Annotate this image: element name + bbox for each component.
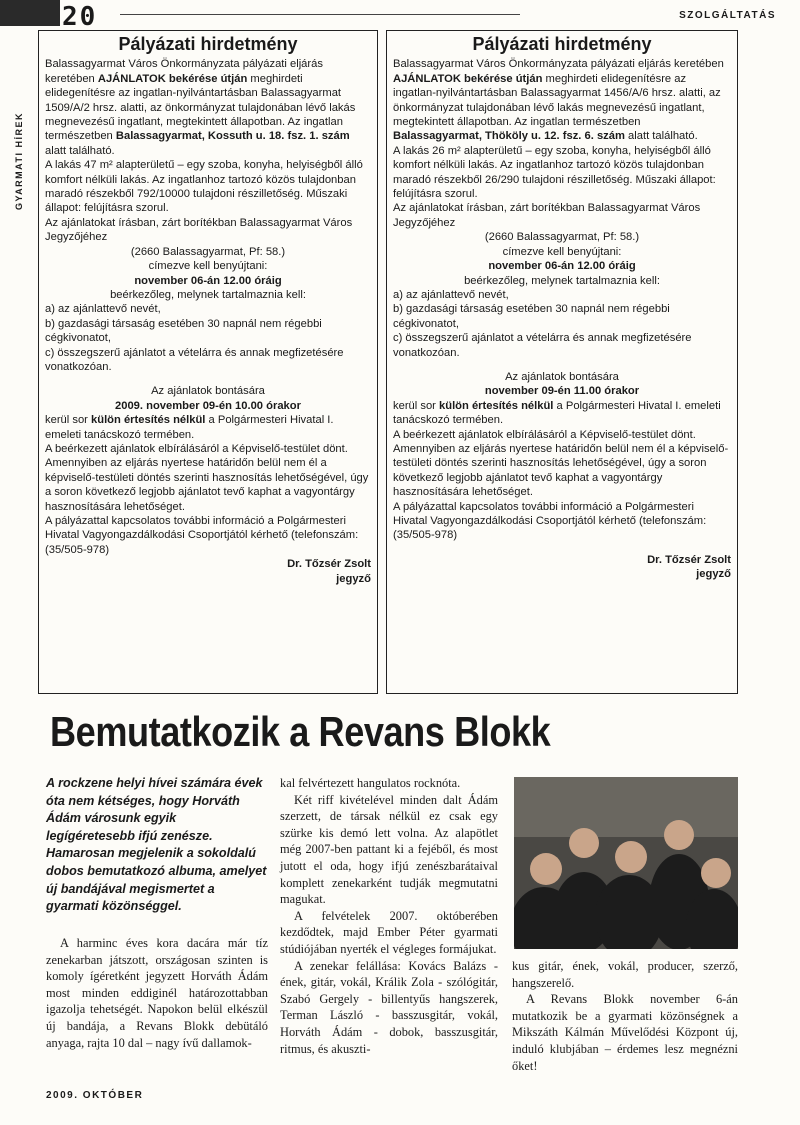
notice-addressed: címezve kell benyújtani:: [148, 260, 268, 273]
header-rule: [120, 14, 520, 15]
notice-venue: kerül sor külön értesítés nélkül a Polgármesteri Hivatal I. emeleti tanácskozó termében.: [45, 414, 334, 441]
notice-opening-date: 2009. november 09-én 10.00 órakor: [115, 399, 301, 412]
notice-req-a: a) az ajánlattevő nevét,: [45, 303, 161, 316]
notice-addressed: címezve kell benyújtani:: [502, 245, 622, 258]
notice-info: A pályázattal kapcsolatos további információ a Polgármesteri Hivatal Vagyongazdálkodási Csoportjától kérhető (telefonszám: (35/505-978): [393, 500, 707, 542]
article-paragraph: kal felvértezett hangulatos rocknóta.: [280, 776, 461, 790]
band-photo-image: [514, 777, 738, 949]
notice-submission: Az ajánlatokat írásban, zárt borítékban Balassagyarmat Város Jegyzőjéhez: [393, 202, 701, 229]
notice-role: jegyző: [696, 568, 731, 581]
notice-address: (2660 Balassagyarmat, Pf: 58.): [130, 245, 286, 258]
notice-content-req: beérkezőleg, melynek tartalmaznia kell:: [110, 288, 306, 301]
section-label: SZOLGÁLTATÁS: [679, 10, 776, 21]
header-bar: [0, 0, 60, 26]
notice-flat-description: A lakás 47 m² alapterületű – egy szoba, konyha, helyiségből álló komfort nélküli lakás. Az ingatlanhoz tartozó közös tulajdonban maradó részekből 792/10000 tulajdoni részilletőség. Műszaki állapot: felújításra szorul.: [45, 159, 363, 215]
notice-box-1: [38, 30, 378, 694]
notice-req-c: c) összegszerű ajánlatot a vételárra és annak megfizetésére vonatkozóan.: [45, 346, 344, 373]
article-paragraph: kus gitár, ének, vokál, producer, szerző, hangszerelő.: [512, 959, 738, 990]
notice-opening: Az ajánlatok bontására: [151, 385, 265, 398]
notice-winner: Amennyiben az eljárás nyertese határidőn belül nem él a képviselő-testületi döntés szerinti hasznosítás lehetőségével, úgy a soron következő legjobb ajánlatot tevő kaphat a vagyontárgy hasznosítására lehetőséget.: [45, 457, 369, 513]
notice-content-req: beérkezőleg, melynek tartalmaznia kell:: [464, 274, 660, 287]
notice-venue: kerül sor külön értesítés nélkül a Polgármesteri Hivatal I. emeleti tanácskozó termében.: [393, 399, 721, 427]
sidebar-label: GYARMATI HÍREK: [14, 111, 24, 210]
notice-signer: Dr. Tőzsér Zsolt: [647, 553, 731, 566]
notice-opening: Az ajánlatok bontására: [505, 370, 619, 383]
article-lead: A rockzene helyi hívei számára évek óta nem kétséges, hogy Horváth Ádám városunk egyik legígéretesebb ifjú zenésze. Hamarosan megjelenik a sokoldalú dobos bemutatkozó albuma, amelyet új bandájával megismertet a gyarmati közönséggel.: [46, 776, 267, 914]
article-paragraph: A Revans Blokk november 6-án mutatkozik be a gyarmati közönségnek a Mikszáth Kálmán Művelődési Központ új, induló klubjában – érdemes lesz megnézni őket!: [512, 992, 738, 1073]
notice-intro: Balassagyarmat Város Önkormányzata pályázati eljárás keretében AJÁNLATOK bekérése útján meghirdeti elidegenítésre az ingatlan-nyilvántartásban Balassagyarmat 1456/A/6 hrsz. alatti, az önkormányzat tulajdonában lévő lakás megnevezésű ingatlant, megtekintett állapotban. Az ingatlan természetben Balassagyarmat, Thököly u. 12. fsz. 6. szám alatt található.: [393, 58, 724, 143]
footer-date: 2009. OKTÓBER: [46, 1090, 144, 1101]
article-paragraph: A harminc éves kora dacára már tíz zenekarban játszott, országosan szinten is komoly ígéretként jegyzett Horváth Ádám most minden eddiginél határozottabban igazolja tehetségét. Napokon belül elkészül új bandája, a Revans Blokk debütáló anyaga, rajta 10 dal – nagy ívű dallamok-: [46, 936, 268, 1050]
article-column-1: [46, 935, 268, 1051]
notice-req-a: a) az ajánlattevő nevét,: [393, 288, 509, 301]
notice-req-b: b) gazdasági társaság esetében 30 napnál nem régebbi cégkivonatot,: [393, 303, 670, 330]
notice-decision: A beérkezett ajánlatok elbírálásáról a Képviselő-testület dönt.: [45, 442, 348, 455]
notice-deadline: november 06-án 12.00 óráig: [488, 260, 636, 273]
notice-submission: Az ajánlatokat írásban, zárt borítékban Balassagyarmat Város Jegyzőjéhez: [45, 216, 353, 244]
notice-role: jegyző: [336, 572, 371, 585]
notice-box-2: [386, 30, 738, 694]
page-number: 20: [62, 2, 98, 32]
article-column-2: [280, 775, 498, 1057]
article-paragraph: A zenekar felállása: Kovács Balázs - ének, gitár, vokál, Králik Zola - szólógitár, Szabó Gergely - billentyűs hangszerek, Terman László - basszusgitár, vokál, Horváth Ádám - dobok, basszusgitár, ritmus, és akuszti-: [280, 958, 498, 1056]
notice-intro: Balassagyarmat Város Önkormányzata pályázati eljárás keretében AJÁNLATOK bekérése útján meghirdeti elidegenítésre az ingatlan-nyilvántartásban Balassagyarmat 1509/A/2 hrsz. alatti, az önkormányzat tulajdonában lévő lakás megnevezésű ingatlant, megtekintett állapotban. Az ingatlan természetben Balassagyarmat, Kossuth u. 18. fsz. 1. szám alatt található.: [45, 58, 356, 157]
notice-address: (2660 Balassagyarmat, Pf: 58.): [484, 231, 640, 244]
notice-decision: A beérkezett ajánlatok elbírálásáról a Képviselő-testület dönt.: [393, 428, 696, 441]
notice-info: A pályázattal kapcsolatos további információ a Polgármesteri Hivatal Vagyongazdálkodási Csoportjától kérhető (telefonszám: (35/505-978): [45, 515, 359, 556]
article-paragraph: Két riff kivételével minden dalt Ádám szerzett, de társak nélkül ez csak egy szürke kis demó lett volna. Az alapötlet még 2007-ben pattant ki a fejéből, és most jutott el oda, hogy ifjú zenészbarátaival komplett zenekarként tudják megmutatni magukat.: [280, 792, 498, 907]
notice-req-c: c) összegszerű ajánlatot a vételárra és annak megfizetésére vonatkozóan.: [393, 332, 692, 359]
notice-winner: Amennyiben az eljárás nyertese határidőn belül nem él a képviselő-testületi döntés szerinti hasznosítás lehetőségével, úgy a soron következő legjobb ajánlatot tevő kaphat a vagyontárgy hasznosítására lehetőséget.: [393, 442, 729, 499]
notice-flat-description: A lakás 26 m² alapterületű – egy szoba, konyha, helyiségből álló komfort nélküli lakás. Az ingatlanhoz tartozó közös tulajdonban maradó részekből 26/290 tulajdoni részilletőség. Műszaki állapot: felújításra szorul.: [393, 144, 716, 201]
notice-title: Pályázati hirdetmény: [118, 34, 298, 54]
article-headline: Bemutatkozik a Revans Blokk: [50, 708, 551, 755]
article-paragraph: A felvételek 2007. októberében kezdődtek, majd Ember Péter gyarmati stúdiójában nyerték el végleges formájukat.: [280, 908, 498, 956]
notice-signer: Dr. Tőzsér Zsolt: [287, 558, 371, 571]
article-column-3: [512, 958, 738, 1074]
notice-title: Pályázati hirdetmény: [472, 34, 652, 54]
notice-opening-date: november 09-én 11.00 órakor: [484, 385, 640, 398]
notice-deadline: november 06-án 12.00 óráig: [134, 274, 282, 287]
band-photo: [514, 777, 738, 949]
notice-req-b: b) gazdasági társaság esetében 30 napnál nem régebbi cégkivonatot,: [45, 317, 322, 345]
